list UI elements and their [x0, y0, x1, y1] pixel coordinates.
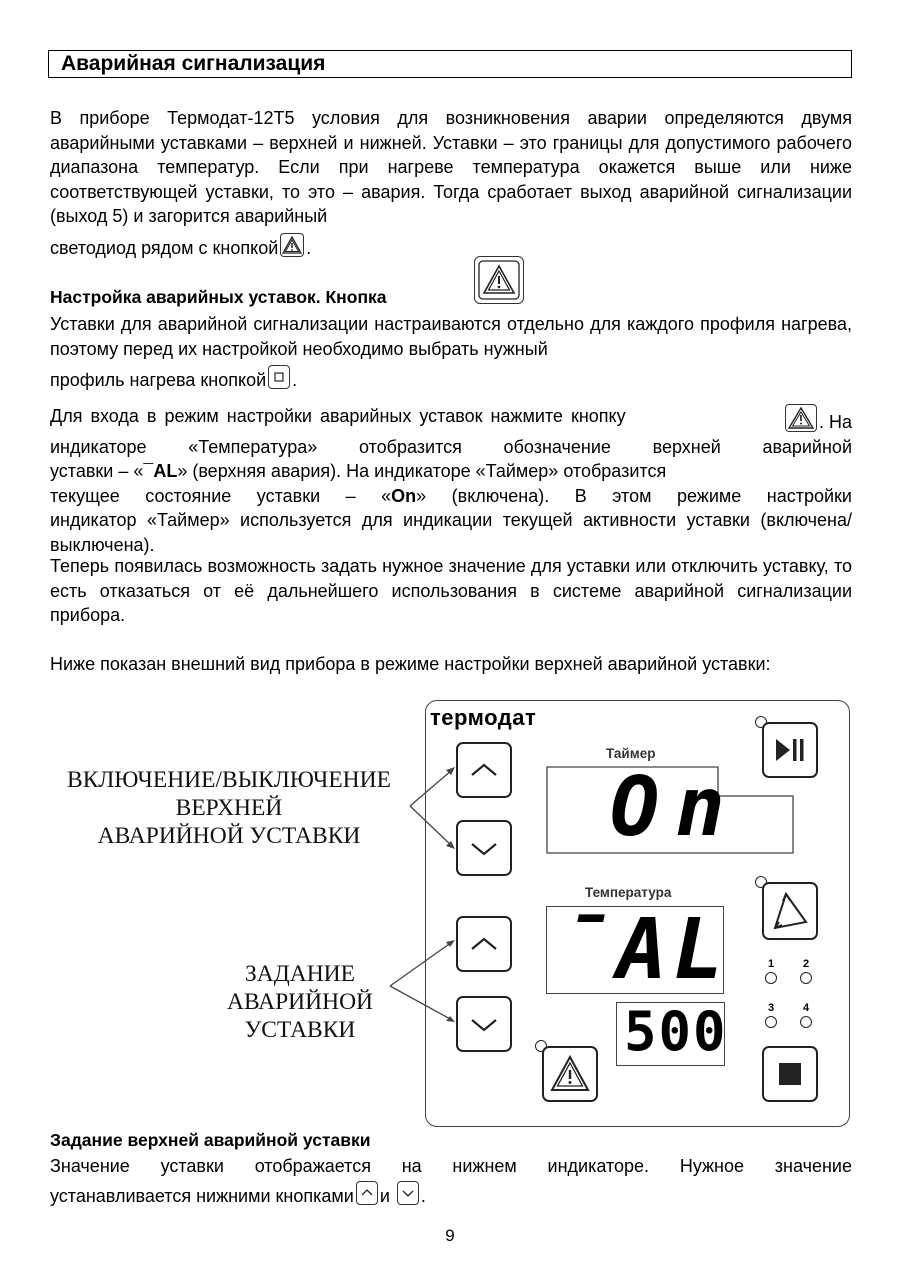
intro-line-end: светодиод рядом с кнопкой: [50, 238, 279, 258]
led-label-4: 4: [803, 1002, 810, 1014]
upper-heading-text: Задание верхней аварийной уставки: [50, 1130, 371, 1150]
upper-para-end-text: устанавливается нижними кнопками: [50, 1186, 354, 1206]
up-button-icon: [458, 918, 510, 970]
down-button-icon: [458, 822, 510, 874]
play-pause-icon: [764, 724, 816, 776]
up-button-bottom[interactable]: [456, 916, 512, 972]
temperature-label: Температура: [585, 885, 672, 900]
up-button-top[interactable]: [456, 742, 512, 798]
setup-para2-line4-b: » (включена). В этом режиме настройки: [416, 485, 852, 506]
brand-logo: термодат: [430, 705, 537, 730]
annotation-bottom-line1: ЗАДАНИЕ: [244, 961, 356, 987]
upper-para-and: и: [379, 1186, 390, 1206]
down-button-bottom[interactable]: [456, 996, 512, 1052]
temperature-display: ¯AL: [560, 900, 730, 998]
annotation-bottom-line3: УСТАВКИ: [244, 1017, 356, 1043]
intro-text: В приборе Термодат-12Т5 условия для возникновения аварии определяются двумя аварийными уставками – верхней и нижней. Уставки – это границы для допустимого рабочего диапазона температур. Если при нагреве температура окажется выше или ниже соответствующей уставки, то это – авария. Тогда сработает выход аварийной сигнализации (выход 5) и загорится аварийный: [50, 108, 852, 226]
al-code: ¯AL: [143, 461, 178, 481]
stop-button[interactable]: [762, 1046, 818, 1102]
setup-para3-text: Теперь появилась возможность задать нужное значение для уставки или отключить уставку, то есть отказаться от её дальнейшего использования в системе аварийной сигнализации прибора.: [50, 556, 852, 625]
down-button-icon-inline: [397, 1181, 419, 1205]
alarm-icon: [544, 1048, 596, 1100]
setup-heading-text: Настройка аварийных уставок. Кнопка: [50, 287, 387, 307]
setup-para2-line4-a: текущее состояние уставки – «: [50, 485, 392, 506]
timer-display: On: [610, 760, 741, 855]
alarm-button[interactable]: [542, 1046, 598, 1102]
led-label-1: 1: [768, 958, 775, 970]
triangle-icon: [764, 884, 816, 938]
setup-para2-start: Для входа в режим настройки аварийных уставок нажмите кнопку: [50, 406, 626, 426]
setup-para4-text: Ниже показан внешний вид прибора в режиме настройки верхней аварийной уставки:: [50, 654, 771, 674]
setup-para2-line3-b: » (верхняя авария). На индикаторе «Таймер» отобразится: [177, 461, 667, 481]
value-display: 500: [624, 1000, 728, 1063]
up-button-icon-inline: [356, 1181, 378, 1205]
setup-para1-punct: .: [292, 370, 298, 390]
annotation-top-line3: АВАРИЙНОЙ УСТАВКИ: [97, 823, 361, 849]
upper-para-punct: .: [420, 1186, 426, 1206]
led-label-2: 2: [803, 958, 810, 970]
play-pause-button[interactable]: [762, 722, 818, 778]
stop-icon: [764, 1048, 816, 1100]
setup-para2-line2: индикаторе «Температура» отобразится обозначение верхней аварийной: [50, 436, 852, 457]
led-label-3: 3: [768, 1002, 775, 1014]
annotation-top-line1: ВКЛЮЧЕНИЕ/ВЫКЛЮЧЕНИЕ: [67, 767, 391, 793]
upper-para-text: Значение уставки отображается на нижнем индикаторе. Нужное значение: [50, 1156, 852, 1176]
led-1: [765, 972, 777, 984]
led-2: [800, 972, 812, 984]
setup-para2-after-icon: . На: [818, 412, 852, 432]
on-code: On: [391, 485, 417, 506]
timer-label: Таймер: [606, 746, 656, 761]
led-4: [800, 1016, 812, 1028]
upper-para: [50, 1154, 852, 1179]
intro-end-punct: .: [306, 238, 312, 258]
setup-para2-line3-a: уставки – «: [50, 461, 144, 481]
led-3: [765, 1016, 777, 1028]
down-button-icon: [458, 998, 510, 1050]
annotation-top-line2: ВЕРХНЕЙ: [175, 795, 283, 821]
page-number: 9: [445, 1226, 455, 1245]
upper-para-end: [50, 1181, 852, 1209]
setup-para2-rest: индикатор «Таймер» используется для индикации текущей активности уставки (включена/ выключена).: [50, 510, 852, 555]
up-button-icon: [458, 744, 510, 796]
triangle-button[interactable]: [762, 882, 818, 940]
down-button-top[interactable]: [456, 820, 512, 876]
upper-heading: [50, 1130, 371, 1151]
section-title: Аварийная сигнализация: [61, 52, 326, 75]
annotation-bottom-line2: АВАРИЙНОЙ: [226, 989, 374, 1015]
setup-para1-text: Уставки для аварийной сигнализации настраиваются отдельно для каждого профиля нагрева, поэтому перед их настройкой необходимо выбрать нужный: [50, 314, 852, 359]
setup-para1-end-text: профиль нагрева кнопкой: [50, 370, 267, 390]
